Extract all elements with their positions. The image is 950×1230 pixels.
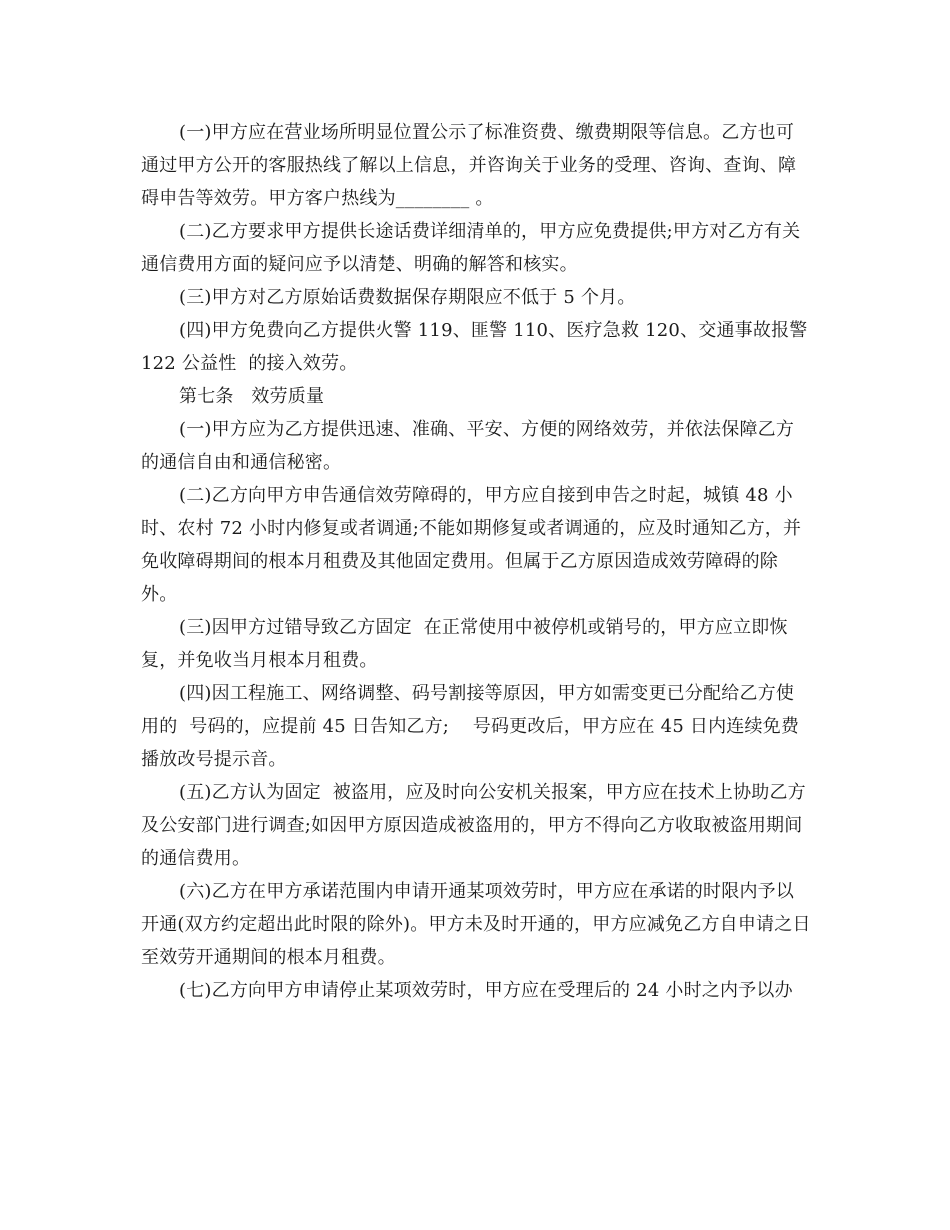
paragraph-10: (五)乙方认为固定 被盗用，应及时向公安机关报案，甲方应在技术上协助乙方及公安部门进行调查;如因甲方原因造成被盗用的，甲方不得向乙方收取被盗用期间的通信费用。 [141,782,806,869]
paragraph-3: (三)甲方对乙方原始话费数据保存期限应不低于 5 个月。 [179,287,636,308]
paragraph-6: (一)甲方应为乙方提供迅速、准确、平安、方便的网络效劳，并依法保障乙方的通信自由和通信秘密。 [141,419,795,473]
paragraph-7: (二)乙方向甲方申告通信效劳障碍的，甲方应自接到申告之时起，城镇 48 小时、农村 72 小时内修复或者调通;不能如期修复或者调通的，应及时通知乙方，并免收障碍期间的根本月租费及其他固定费用。但属于乙方原因造成效劳障碍的除外。 [141,485,802,605]
paragraph-4: (四)甲方免费向乙方提供火警 119、匪警 110、医疗急救 120、交通事故报警 122 公益性 的接入效劳。 [141,320,814,374]
paragraph-8: (三)因甲方过错导致乙方固定 在正常使用中被停机或销号的，甲方应立即恢复，并免收当月根本月租费。 [141,617,788,671]
paragraph-1: (一)甲方应在营业场所明显位置公示了标准资费、缴费期限等信息。乙方也可通过甲方公开的客服热线了解以上信息，并咨询关于业务的受理、咨询、查询、障碍申告等效劳。甲方客户热线为________ 。 [141,122,797,209]
paragraph-12: (七)乙方向甲方申请停止某项效劳时，甲方应在受理后的 24 小时之内予以办 [179,980,793,1001]
paragraph-11: (六)乙方在甲方承诺范围内申请开通某项效劳时，甲方应在承诺的时限内予以开通(双方约定超出此时限的除外)。甲方未及时开通的，甲方应减免乙方自申请之日至效劳开通期间的根本月租费。 [141,881,811,968]
section-heading-article-7: 第七条 效劳质量 [179,386,325,407]
contract-body [141,116,814,1007]
paragraph-2: (二)乙方要求甲方提供长途话费详细清单的，甲方应免费提供;甲方对乙方有关通信费用方面的疑问应予以清楚、明确的解答和核实。 [141,221,801,275]
paragraph-9: (四)因工程施工、网络调整、码号割接等原因，甲方如需变更已分配给乙方使用的 号码的，应提前 45 日告知乙方; 号码更改后，甲方应在 45 日内连续免费播放改号提示音。 [141,683,800,770]
